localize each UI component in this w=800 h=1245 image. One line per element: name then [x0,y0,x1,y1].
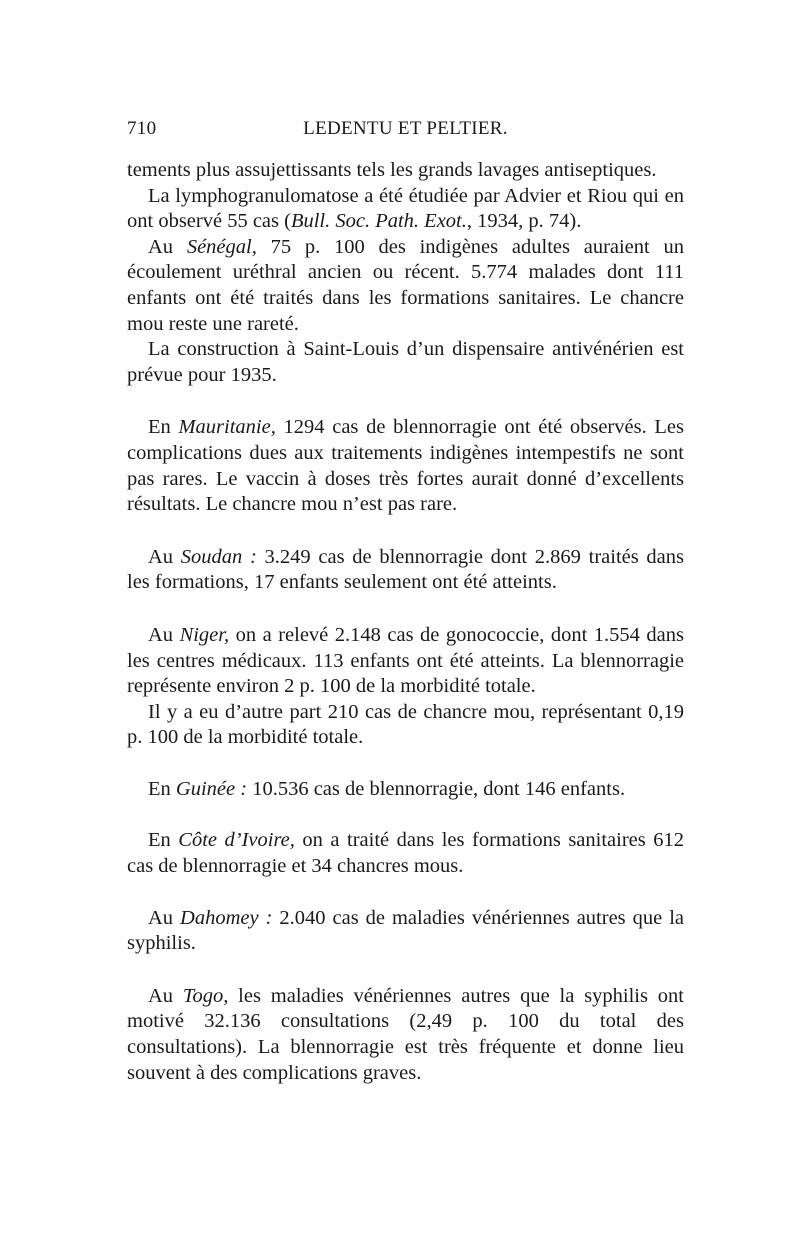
paragraph-lymphogranulomatose [127,184,684,235]
paragraph-saint-louis [127,337,684,388]
text-run: 1294 cas de blennorragie ont été observés. Les complications dues aux traitements indigènes intempestifs ne sont pas rares. Le vaccin à doses très fortes aurait donné d’excellents résultats. Le chancre mou n’est pas rare. [127,416,684,516]
paragraph-dahomey [127,906,684,957]
place-name: Soudan : [180,545,257,568]
place-name: Sénégal, [186,235,257,258]
place-name: Côte d’Ivoire, [178,829,295,852]
text-run: tements plus assujettissants tels les grands lavages antiseptiques. [127,159,657,181]
paragraph-niger [127,623,684,700]
paragraph-chancre-mou [127,700,684,751]
text-run: 10.536 cas de blennorragie, dont 146 enfants. [247,777,626,800]
text-run: Au [148,623,180,646]
paragraph-continuation [127,158,684,184]
paragraph-senegal [127,235,684,337]
place-name: Niger, [179,623,230,646]
page-number: 710 [127,118,157,139]
text-run: 3.249 cas de blennorragie dont 2.869 traités dans les formations, 17 enfants seulement ont été atteints. [127,545,685,594]
place-name: Mauritanie, [178,416,276,439]
paragraph-guinee [127,777,684,803]
text-run: 75 p. 100 des indigènes adultes auraient un écoulement uréthral ancien ou récent. 5.774 malades dont 111 enfants ont été traités dans les formations sanitaires. Le chancre mou reste une rareté. [127,235,684,335]
place-name: Dahomey : [180,906,273,929]
paragraph-togo [127,984,684,1086]
place-name: Guinée : [175,777,248,800]
paragraph-cote-ivoire [127,828,684,879]
text-run: , 1934, p. 74). [466,210,582,233]
text-run: Au [148,906,181,929]
book-page [127,118,684,1086]
running-head [127,118,684,148]
paragraph-soudan [127,545,684,596]
text-run: En [148,777,176,800]
text-run: Il y a eu d’autre part 210 cas de chancre mou, représentant 0,19 p. 100 de la morbidité totale. [127,700,684,749]
text-run: En [148,829,179,852]
text-run: Au [148,984,183,1007]
text-run: Au [148,545,181,568]
running-title: LEDENTU ET PELTIER. [303,118,508,139]
text-run: 2.040 cas de maladies vénériennes autres que la syphilis. [127,906,685,955]
text-run: Au [148,235,187,258]
text-run: La construction à Saint-Louis d’un dispensaire antivénérien est prévue pour 1935. [127,338,684,386]
paragraph-mauritanie [127,415,684,517]
text-run: on a traité dans les formations sanitaires 612 cas de blennorragie et 34 chancres mous. [127,829,684,878]
text-run: les maladies vénériennes autres que la syphilis ont motivé 32.136 consultations (2,49 p. 100 du total des consultations). La blennorragie est très fréquente et donne lieu souvent à des complications graves. [127,984,685,1084]
text-run: La lymphogranulomatose a été étudiée par Advier et Riou qui en ont observé 55 cas ( [127,184,684,233]
citation-journal: Bull. Soc. Path. Exot. [290,210,467,233]
text-run: on a relevé 2.148 cas de gonococcie, dont 1.554 dans les centres médicaux. 113 enfants ont été atteints. La blennorragie représente environ 2 p. 100 de la morbidité totale. [127,623,684,698]
place-name: Togo, [182,984,229,1007]
text-run: En [148,416,179,439]
